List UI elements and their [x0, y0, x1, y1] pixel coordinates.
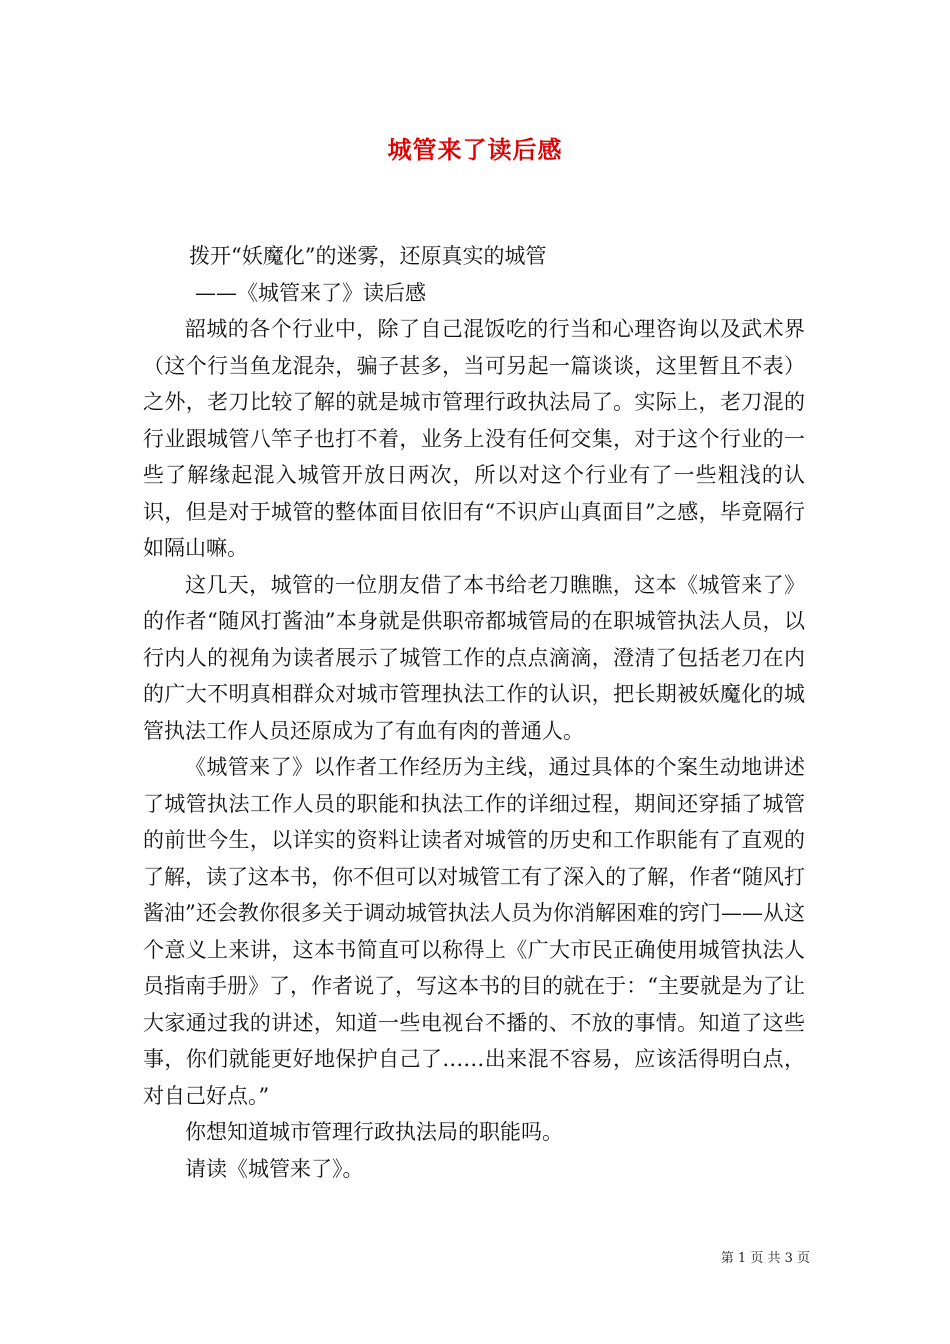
paragraph-5: 请读《城管来了》。	[185, 1156, 364, 1181]
document-body	[143, 238, 805, 1187]
paragraph-3: 《城管来了》以作者工作经历为主线，通过具体的个案生动地讲述了城管执法工作人员的职能和执法工作的详细过程，期间还穿插了城管的前世今生，以详实的资料让读者对城管的历史和工作职能有了直观的了解，读了这本书，你不但可以对城管工有了深入的了解，作者“随风打酱油”还会教你很多关于调动城管执法人员为你消解困难的窍门——从这个意义上来讲，这本书简直可以称得上《广大市民正确使用城管执法人员指南手册》了，作者说了，写这本书的目的就在于：“主要就是为了让大家通过我的讲述，知道一些电视台不播的、不放的事情。知道了这些事，你们就能更好地保护自己了……出来混不容易，应该活得明白点，对自己好点。”	[143, 755, 805, 1108]
paragraph-2: 这几天，城管的一位朋友借了本书给老刀瞧瞧，这本《城管来了》的作者“随风打酱油”本身就是供职帝都城管局的在职城管执法人员，以行内人的视角为读者展示了城管工作的点点滴滴，澄清了包括老刀在内的广大不明真相群众对城市管理执法工作的认识，把长期被妖魔化的城管执法工作人员还原成为了有血有肉的普通人。	[143, 572, 805, 743]
article-subtitle-source: ——《城管来了》读后感	[195, 280, 426, 305]
article-subtitle: 拨开“妖魔化”的迷雾，还原真实的城管	[189, 244, 547, 268]
paragraph-1: 韶城的各个行业中，除了自己混饭吃的行当和心理咨询以及武术界（这个行当鱼龙混杂，骗子甚多，当可另起一篇谈谈，这里暂且不表）之外，老刀比较了解的就是城市管理行政执法局了。实际上，老刀混的行业跟城管八竿子也打不着，业务上没有任何交集，对于这个行业的一些了解缘起混入城管开放日两次，所以对这个行业有了一些粗浅的认识，但是对于城管的整体面目依旧有“不识庐山真面目”之感，毕竟隔行如隔山嘛。	[143, 317, 805, 560]
page-number-footer: 第 1 页 共 3 页	[720, 1251, 810, 1266]
paragraph-4: 你想知道城市管理行政执法局的职能吗。	[185, 1120, 563, 1144]
document-title: 城管来了读后感	[387, 135, 563, 164]
